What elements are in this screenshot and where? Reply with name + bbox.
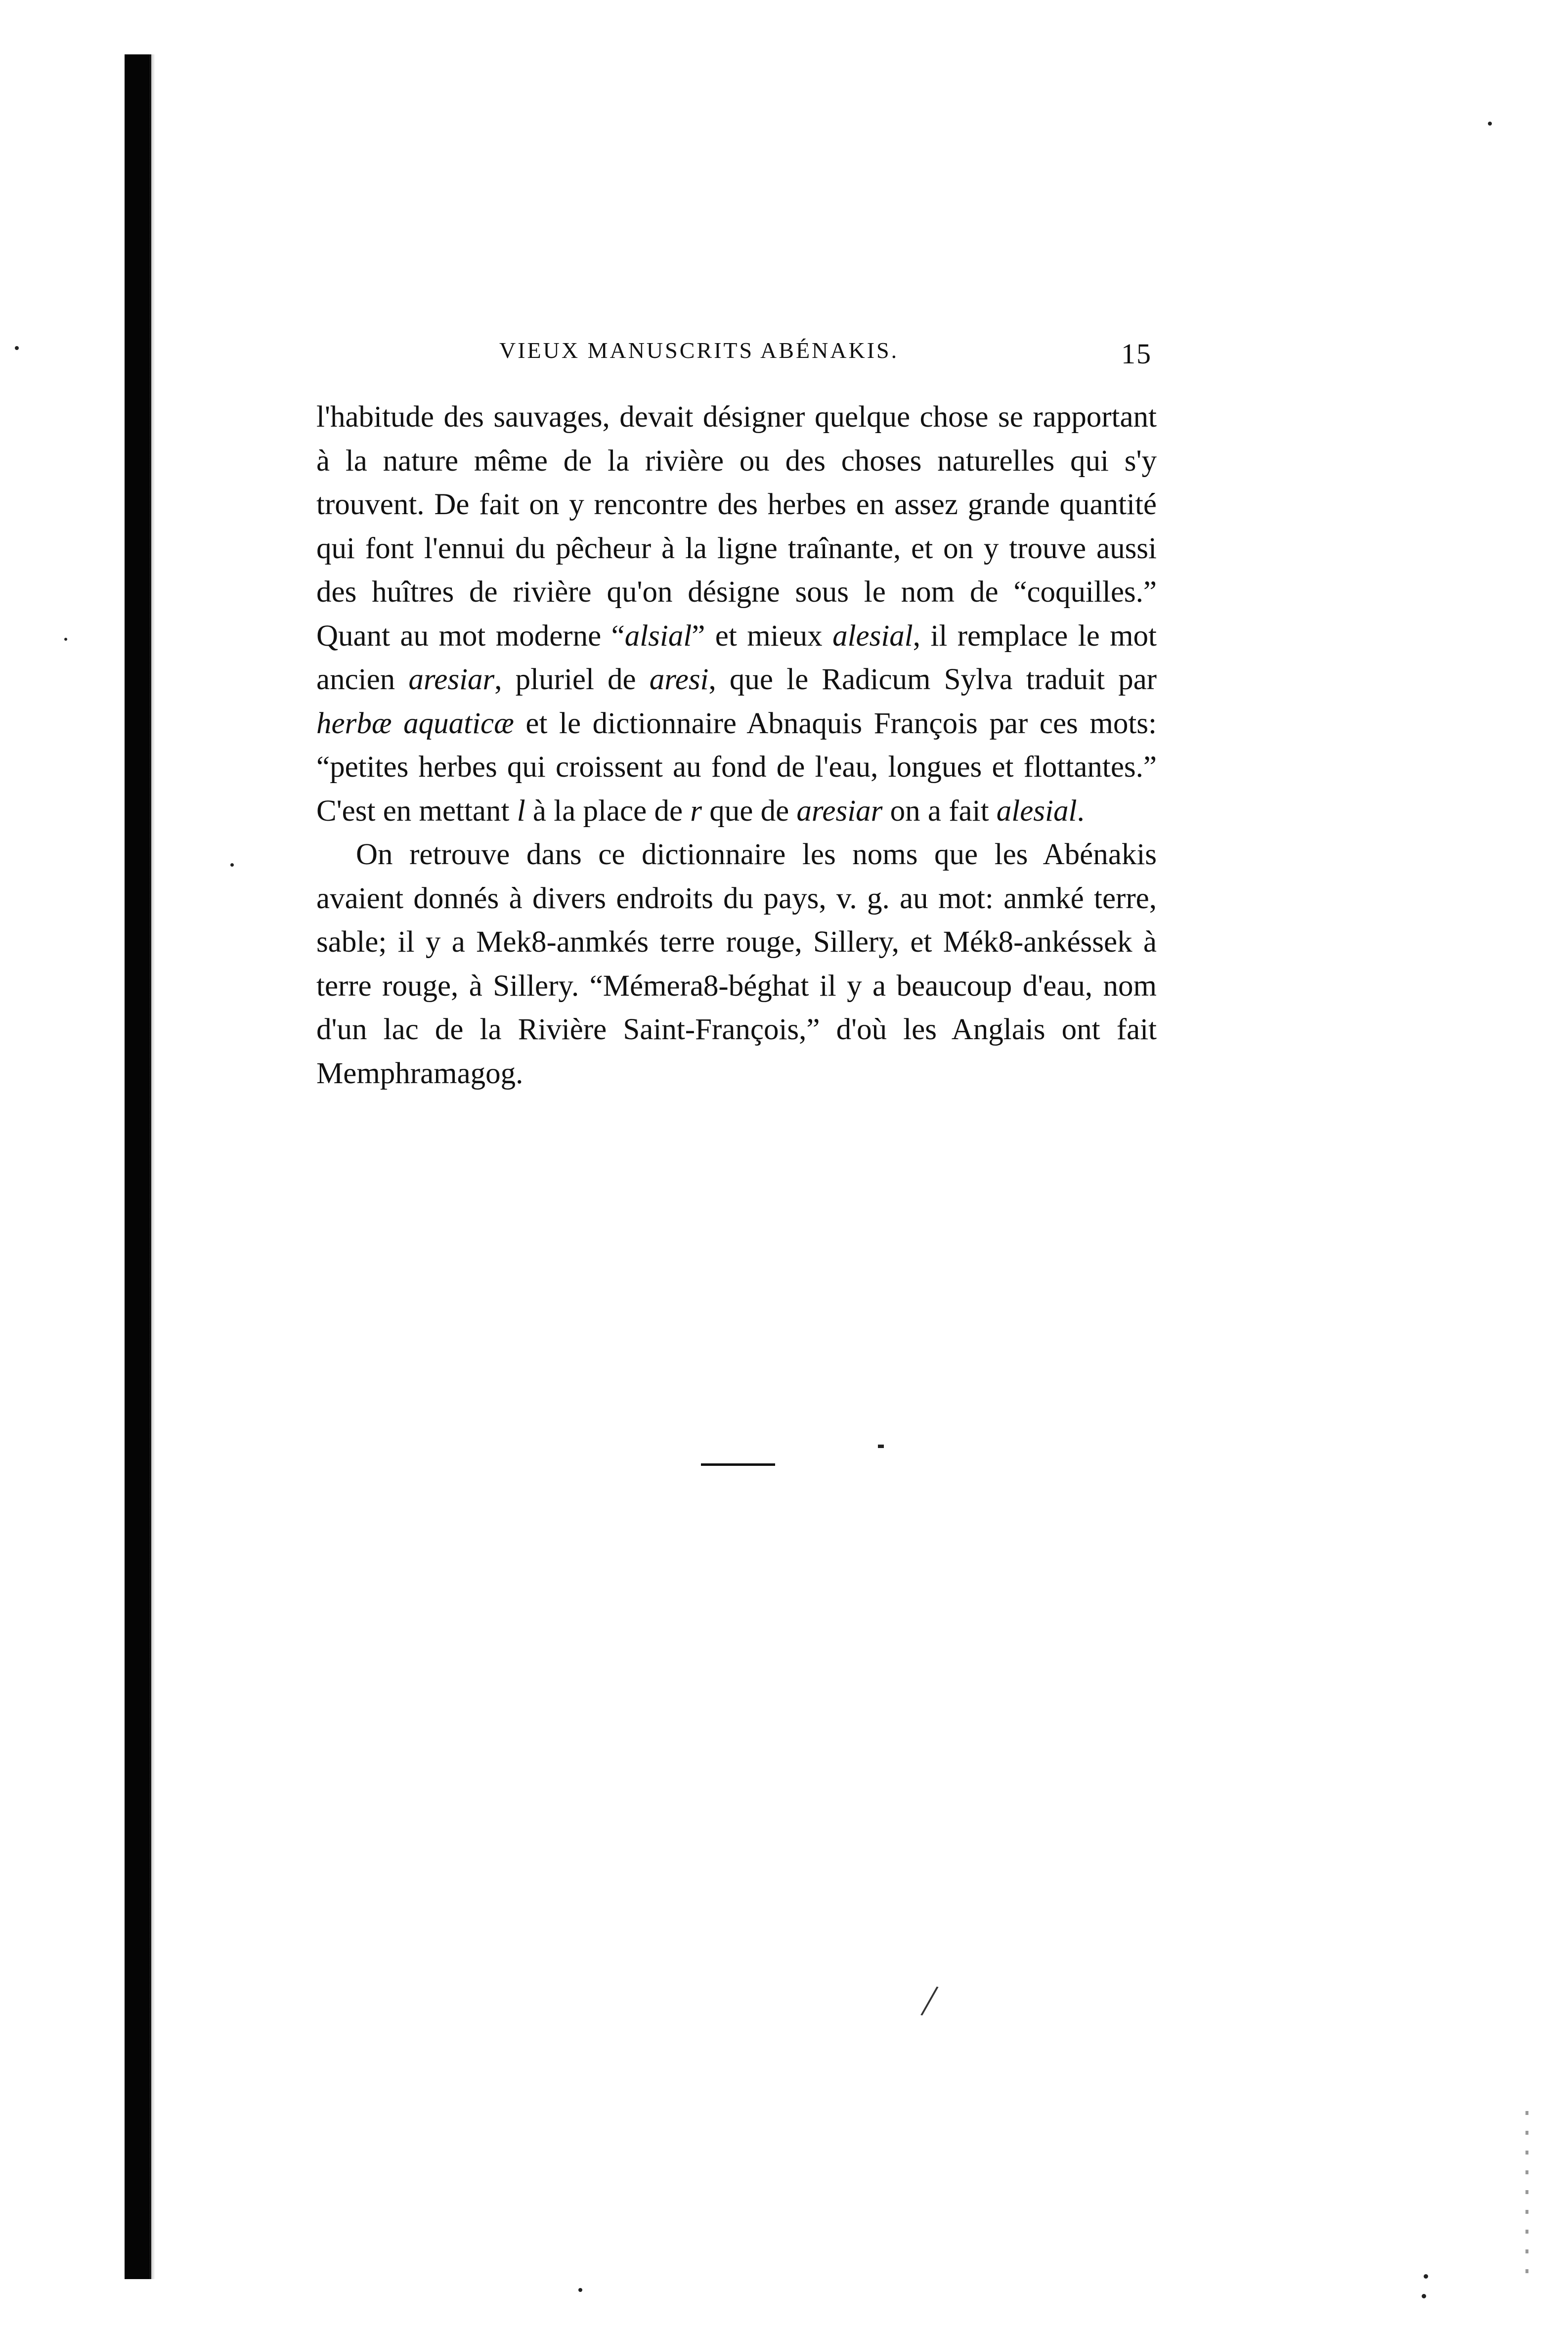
paragraph-1 [316, 396, 1157, 833]
scan-speck [1422, 2294, 1426, 2298]
italic-term: r [690, 794, 702, 828]
italic-term: aresi [649, 663, 709, 696]
binding-edge [125, 54, 151, 2279]
body-text [316, 396, 1157, 1096]
paragraph-2: On retrouve dans ce dictionnaire les noms que les Abénakis avaient donnés à divers endroits du pays, v. g. au mot: anmké terre, sable; il y a Mek8-anmkés terre rouge, Sillery, et Mék8-ankéssek à terre rouge, à Sillery. “Mémera8-béghat il y a beaucoup d'eau, nom d'un lac de la Rivière Saint-François,” d'où les Anglais ont fait Memphramagog. [316, 838, 1157, 1090]
scan-speck [15, 346, 19, 350]
text-run: on a fait [882, 794, 997, 828]
scan-speck [1488, 122, 1492, 126]
scan-speck [64, 638, 67, 641]
scan-speck [230, 863, 234, 867]
italic-term: herbæ aquaticæ [316, 706, 514, 740]
running-header [316, 337, 1157, 377]
stray-ink-mark: ⧸ [919, 1982, 939, 2022]
text-run: , que le Radicum Sylva traduit par [708, 663, 1157, 696]
italic-term: aresiar [408, 663, 495, 696]
italic-term: aresiar [796, 794, 883, 828]
text-run: , pluriel de [494, 663, 650, 696]
page-number: 15 [1121, 338, 1152, 370]
ink-mark [878, 1445, 884, 1448]
binding-shadow [148, 54, 155, 2279]
text-run: et le dictionnaire Abnaquis François par ces mots: “petites herbes qui croissent au fond de l'eau, longues et flottantes.” C'est en mettant [316, 706, 1157, 828]
italic-term: l [517, 794, 525, 828]
italic-term: alesial [996, 794, 1077, 828]
scan-edge-dots [1525, 2111, 1528, 2274]
italic-term: alesial [832, 619, 913, 653]
text-run: , il remplace le mot ancien [316, 619, 1157, 696]
text-run: que de [702, 794, 797, 828]
section-end-rule [701, 1463, 775, 1466]
text-run: . [1077, 794, 1085, 828]
scan-speck [1424, 2274, 1428, 2279]
italic-term: alsial [624, 619, 692, 653]
text-run: l'habitude des sauvages, devait désigner quelque chose se rapportant à la nature même de la rivière ou des choses naturelles qui s'y trouvent. De fait on y rencontre des herbes en assez grande quantité qui font l'ennui du pêcheur à la ligne traînante, et on y trouve aussi des huîtres de rivière qu'on désigne sous le nom de “coquilles.” Quant au mot moderne “ [316, 400, 1157, 653]
text-run: à la place de [525, 794, 691, 828]
running-title: VIEUX MANUSCRITS ABÉNAKIS. [499, 338, 899, 363]
scan-speck [578, 2288, 582, 2292]
text-run: ” et mieux [692, 619, 833, 653]
